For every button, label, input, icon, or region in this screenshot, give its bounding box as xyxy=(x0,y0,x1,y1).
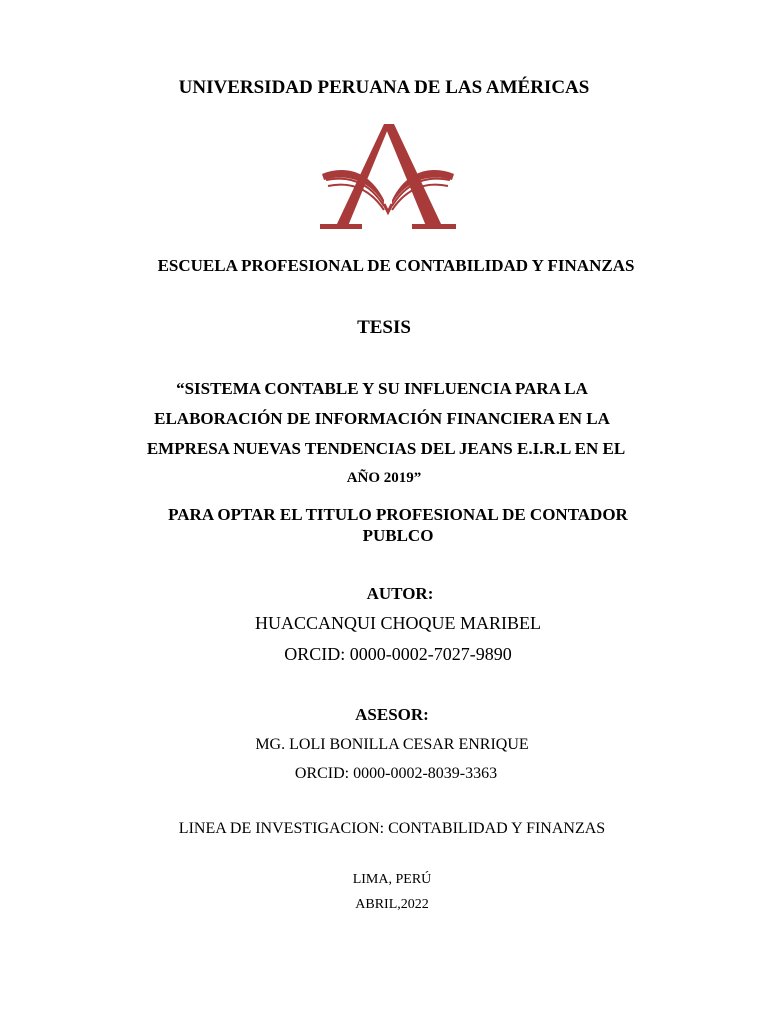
school-name: ESCUELA PROFESIONAL DE CONTABILIDAD Y FINANZAS xyxy=(157,256,635,275)
purpose-line-1: PARA OPTAR EL TITULO PROFESIONAL DE CONTADOR xyxy=(168,505,628,524)
advisor-orcid: ORCID: 0000-0002-8039-3363 xyxy=(294,765,498,782)
advisor-name: MG. LOLI BONILLA CESAR ENRIQUE xyxy=(255,736,529,753)
logo-left-serif xyxy=(320,224,362,229)
research-line: LINEA DE INVESTIGACION: CONTABILIDAD Y FINANZAS xyxy=(178,820,606,837)
author-name: HUACCANQUI CHOQUE MARIBEL xyxy=(255,613,541,633)
logo-right-serif xyxy=(412,224,456,229)
purpose-line-2: PUBLCO xyxy=(362,526,434,545)
thesis-title-line-1: “SISTEMA CONTABLE Y SU INFLUENCIA PARA LA xyxy=(176,379,588,398)
document-type: TESIS xyxy=(357,317,411,338)
university-name: UNIVERSIDAD PERUANA DE LAS AMÉRICAS xyxy=(178,77,590,98)
author-label: AUTOR: xyxy=(366,584,434,603)
thesis-title-line-4: AÑO 2019” xyxy=(346,470,422,486)
university-logo xyxy=(318,122,458,232)
date: ABRIL,2022 xyxy=(355,897,429,912)
thesis-title-line-2: ELABORACIÓN DE INFORMACIÓN FINANCIERA EN LA xyxy=(154,409,610,428)
author-orcid: ORCID: 0000-0002-7027-9890 xyxy=(284,644,512,664)
advisor-label: ASESOR: xyxy=(355,705,429,724)
place: LIMA, PERÚ xyxy=(352,872,432,887)
thesis-title-line-3: EMPRESA NUEVAS TENDENCIAS DEL JEANS E.I.R.L EN EL xyxy=(146,439,626,458)
